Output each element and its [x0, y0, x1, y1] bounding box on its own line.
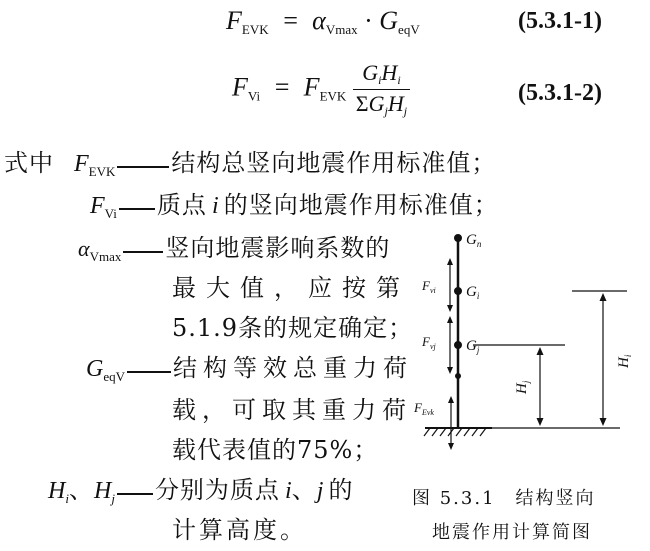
definition-fevk: $F_{EVK}$ 结构总竖向地震作用标准值；	[74, 149, 497, 179]
definition-alpha: $\alpha_{Vmax}$ 竖向地震影响系数的	[78, 234, 391, 264]
dimension-hi	[600, 293, 607, 426]
definition-hihj: $H_i$、$H_j$ 分别为质点 i、j 的	[48, 476, 354, 506]
equation-2-fraction: $\frac{\text{GiHi}}{\text{ΣGjHj}}$	[353, 60, 410, 119]
label-fvi: $F_{vi}$	[422, 278, 436, 295]
definitions-intro: 式中	[4, 149, 54, 177]
label-fevk: $F_{Evk}$	[414, 400, 434, 417]
definition-geqv-line2: 载，可取其重力荷	[172, 396, 412, 424]
label-gj: $G_j$	[466, 338, 480, 355]
node-gj	[455, 342, 462, 349]
definition-alpha-line2: 最大值，应按第	[172, 274, 410, 302]
label-gn: $G_n$	[466, 232, 482, 249]
dimension-hj	[537, 347, 544, 426]
node-gi	[455, 288, 462, 295]
definition-hihj-line2: 计算高度。	[172, 516, 307, 544]
node-lower	[456, 374, 461, 379]
label-gi: $G_i$	[466, 284, 480, 301]
figure-caption-line1: 图 5.3.1 结构竖向	[412, 488, 596, 509]
equation-2-number: (5.3.1-2)	[518, 80, 602, 106]
definition-geqv-line3: 载代表值的75%；	[172, 436, 379, 464]
ground-hatch	[424, 428, 486, 436]
definition-alpha-line3: 5.1.9条的规定确定；	[172, 314, 414, 342]
label-hj: $H_j$	[514, 380, 531, 394]
definition-fvi: $F_{Vi}$ 质点 i 的竖向地震作用标准值；	[90, 191, 499, 221]
arrow-fevk	[448, 396, 454, 450]
equation-1-number: (5.3.1-1)	[518, 8, 602, 34]
arrow-fvi	[447, 258, 453, 312]
arrow-fvj	[447, 316, 453, 374]
equation-2: $F_{Vi} = F_{EVK}$ $\frac{\text{GiHi}}{\text{ΣGjHj}}$	[232, 60, 410, 119]
label-fvj: $F_{vj}$	[422, 334, 436, 351]
node-gn	[455, 235, 462, 242]
equation-1: $F_{EVK} = \alpha_{Vmax} \cdot G_{eqV}$	[226, 6, 420, 37]
definition-geqv: $G_{eqV}$ 结构等效总重力荷	[86, 354, 414, 384]
label-hi: $H_i$	[616, 354, 633, 368]
figure-caption-line2: 地震作用计算简图	[432, 522, 592, 543]
